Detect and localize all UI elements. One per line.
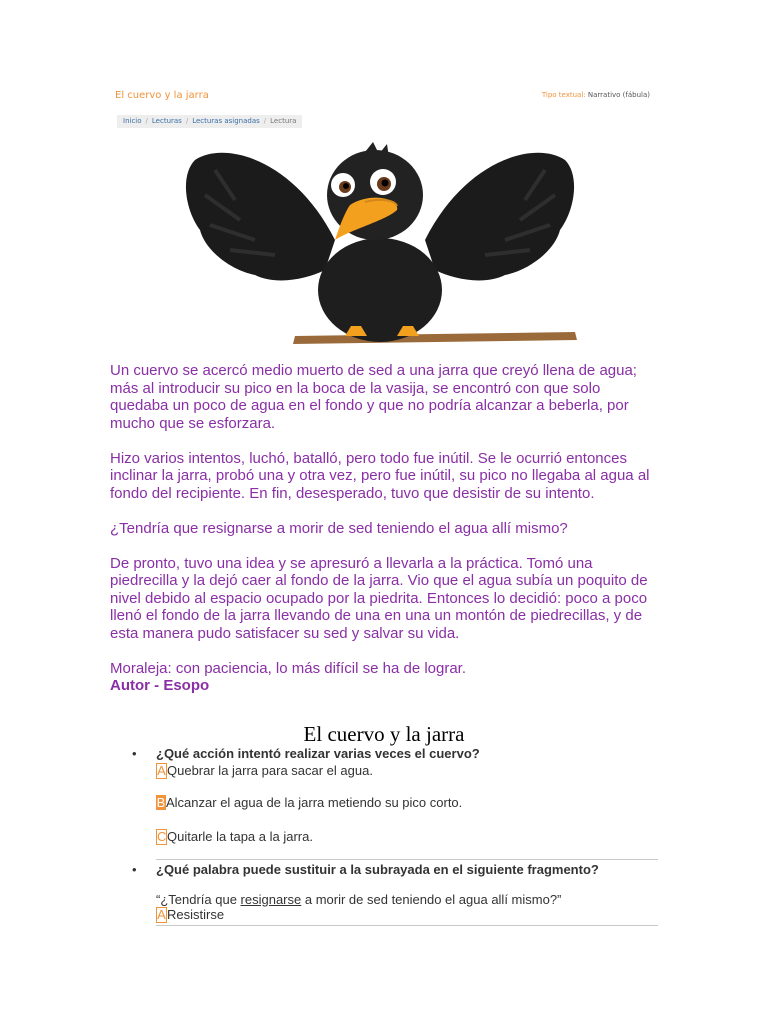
quiz xyxy=(130,746,658,926)
question-2 xyxy=(130,862,658,923)
story-author: Autor - Esopo xyxy=(110,677,210,694)
option-text: Alcanzar el agua de la jarra metiendo su pico corto. xyxy=(166,795,463,810)
bullet-icon: • xyxy=(132,746,137,761)
breadcrumb-inicio[interactable]: Inicio xyxy=(123,117,142,125)
story-paragraph-1: Un cuervo se acercó medio muerto de sed a una jarra que creyó llena de agua; más al introducir su pico en la boca de la vasija, se encontró con que solo quedaba un poco de agua en el fondo y que no podría alcanzar a beberla, por mucho que se esforzara. xyxy=(110,362,637,432)
quiz-title: El cuervo y la jarra xyxy=(303,722,465,746)
underlined-word: resignarse xyxy=(240,892,302,907)
breadcrumb-lecturas-asignadas[interactable]: Lecturas asignadas xyxy=(192,117,260,125)
option-text: Quebrar la jarra para sacar el agua. xyxy=(167,763,373,778)
question-2-text: ¿Qué palabra puede sustituir a la subrayada en el siguiente fragmento? xyxy=(156,862,599,877)
option-letter-badge: C xyxy=(157,829,167,844)
question-1-text: ¿Qué acción intentó realizar varias veces el cuervo? xyxy=(156,746,480,761)
question-2-quote: “¿Tendría que resignarse a morir de sed teniendo el agua allí mismo?” xyxy=(156,892,562,907)
breadcrumb-lecturas[interactable]: Lecturas xyxy=(151,117,182,125)
question-1-option-a[interactable] xyxy=(156,763,658,779)
option-text: Quitarle la tapa a la jarra. xyxy=(167,829,313,844)
text-type-label: Tipo textual: xyxy=(541,91,586,99)
story-paragraph-4: De pronto, tuvo una idea y se apresuró a llevarla a la práctica. Tomó una piedrecilla y la dejó caer al fondo de la jarra. Vio que el agua subía un poquito de nivel debido al espacio ocupado por la piedrita. Entonces lo decidió: poco a poco llenó el fondo de la jarra llevando de una en una un montón de piedrecillas, y de esta manera pudo satisfacer su sed y salvar su vida. xyxy=(110,554,648,642)
text-type xyxy=(542,91,650,99)
story-text xyxy=(110,362,662,712)
question-1-option-b[interactable] xyxy=(156,795,658,811)
story-paragraph-2: Hizo varios intentos, luchó, batalló, pero todo fue inútil. Se le ocurrió entonces inclinar la jarra, probó una y otra vez, pero fue inútil, su pico no llegaba al agua al fondo del recipiente. En fin, desesperado, tuvo que desistir de su intento. xyxy=(110,449,650,502)
story-moral: Moraleja: con paciencia, lo más difícil se ha de lograr. xyxy=(110,659,467,677)
text-type-value: Narrativo (fábula) xyxy=(587,91,650,99)
breadcrumb: Inicio / Lecturas / Lecturas asignadas / Lectura xyxy=(117,115,302,128)
page-header xyxy=(115,90,650,104)
divider xyxy=(156,859,658,860)
bullet-icon: • xyxy=(132,862,137,877)
option-letter-badge: A xyxy=(157,907,166,922)
divider xyxy=(156,925,658,926)
question-2-option-a[interactable] xyxy=(156,907,658,923)
story-paragraph-3: ¿Tendría que resignarse a morir de sed teniendo el agua allí mismo? xyxy=(110,519,568,537)
option-letter-badge: A xyxy=(157,763,166,778)
question-1 xyxy=(130,746,658,845)
breadcrumb-current: Lectura xyxy=(270,117,297,125)
option-letter-badge-selected: B xyxy=(156,795,166,810)
option-text: Resistirse xyxy=(167,907,225,922)
crow-illustration xyxy=(175,140,585,348)
lesson-title: El cuervo y la jarra xyxy=(115,90,209,101)
question-1-option-c[interactable] xyxy=(156,829,658,845)
